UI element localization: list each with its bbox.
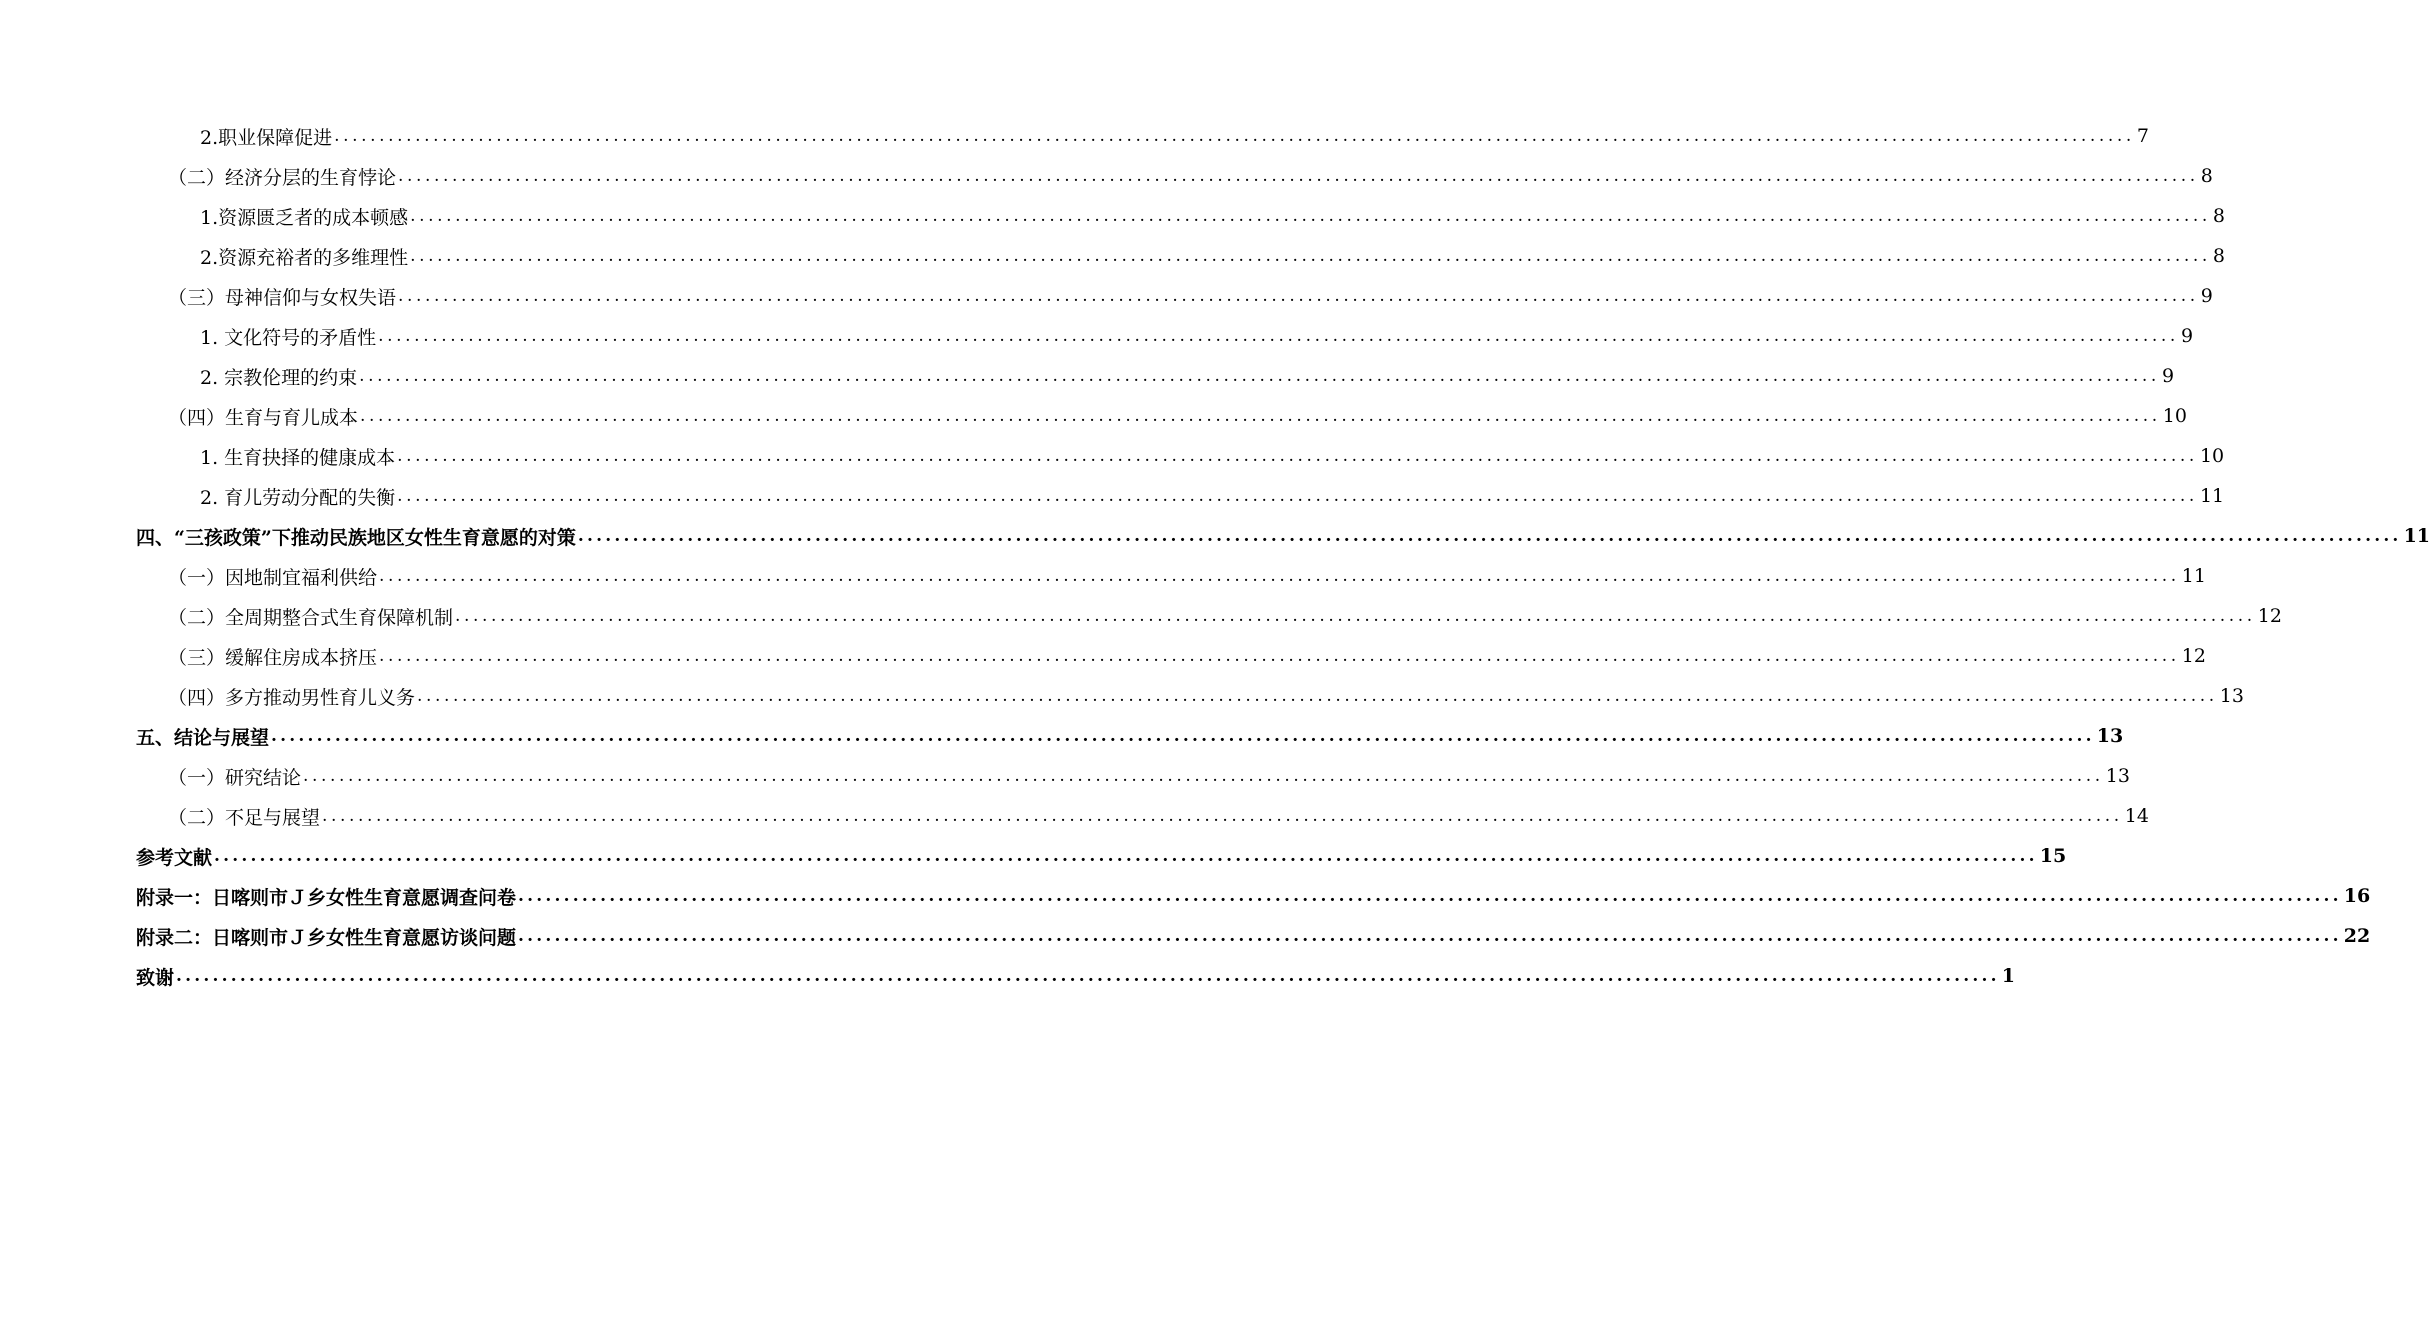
- toc-entry-title: （一）研究结论: [168, 766, 302, 789]
- toc-entry-title: 2. 育儿劳动分配的失衡: [200, 486, 396, 509]
- toc-leader-dots: ........................................................................................................................................................................................................: [577, 526, 2402, 546]
- toc-page-number: 14: [2124, 805, 2149, 827]
- toc-entry[interactable]: [0, 876, 2371, 916]
- toc-entry-title: 附录二：日喀则市Ｊ乡女性生育意愿访谈问题: [136, 926, 517, 949]
- toc-entry-title: 1. 生育抉择的健康成本: [200, 446, 396, 469]
- toc-leader-dots: ........................................................................................................................................................................................................: [398, 166, 2199, 186]
- toc-entry[interactable]: [0, 356, 2175, 396]
- toc-page-number: 12: [2181, 645, 2206, 667]
- toc-entry-title: 2.资源充裕者的多维理性: [200, 246, 409, 269]
- toc-page-number: 1: [2001, 965, 2015, 987]
- toc-entry-title: （一）因地制宜福利供给: [168, 566, 378, 589]
- toc-entry[interactable]: [0, 916, 2371, 956]
- toc-page-number: 10: [2162, 405, 2187, 427]
- toc-entry-title: （四）生育与育儿成本: [168, 406, 359, 429]
- toc-entry[interactable]: [0, 196, 2225, 236]
- toc-entry-title: 致谢: [136, 966, 175, 989]
- toc-page-number: 15: [2039, 845, 2067, 867]
- toc-leader-dots: ........................................................................................................................................................................................................: [334, 126, 2135, 146]
- toc-page-number: 11: [2403, 525, 2430, 547]
- toc-entry[interactable]: [0, 156, 2213, 196]
- toc-leader-dots: ........................................................................................................................................................................................................: [379, 566, 2180, 586]
- toc-leader-dots: ........................................................................................................................................................................................................: [303, 766, 2104, 786]
- toc-entry-title: 参考文献: [136, 846, 213, 869]
- toc-page-number: 10: [2199, 445, 2225, 467]
- toc-page-number: 16: [2343, 885, 2371, 907]
- toc-entry-title: 1. 文化符号的矛盾性: [200, 326, 377, 349]
- toc-leader-dots: ........................................................................................................................................................................................................: [359, 366, 2160, 386]
- toc-entry[interactable]: [0, 636, 2206, 676]
- toc-entry[interactable]: [0, 716, 2124, 756]
- toc-leader-dots: ........................................................................................................................................................................................................: [410, 246, 2211, 266]
- toc-leader-dots: ........................................................................................................................................................................................................: [176, 966, 2000, 986]
- toc-page-number: 9: [2200, 285, 2213, 307]
- toc-entry-title: （三）缓解住房成本挤压: [168, 646, 378, 669]
- toc-entry-title: （三）母神信仰与女权失语: [168, 286, 397, 309]
- toc-page-number: 11: [2199, 485, 2225, 507]
- toc-page-number: 12: [2257, 605, 2282, 627]
- toc-entry[interactable]: [0, 436, 2225, 476]
- toc-leader-dots: ........................................................................................................................................................................................................: [397, 446, 2198, 466]
- toc-page-number: 13: [2219, 685, 2244, 707]
- toc-entry-title: （二）经济分层的生育悖论: [168, 166, 397, 189]
- toc-leader-dots: ........................................................................................................................................................................................................: [398, 286, 2199, 306]
- toc-entry[interactable]: [0, 236, 2225, 276]
- toc-leader-dots: ........................................................................................................................................................................................................: [518, 926, 2342, 946]
- toc-page-number: 13: [2105, 765, 2130, 787]
- toc-entry[interactable]: [0, 116, 2149, 156]
- toc-leader-dots: ........................................................................................................................................................................................................: [322, 806, 2123, 826]
- toc-leader-dots: ........................................................................................................................................................................................................: [360, 406, 2161, 426]
- toc-entry[interactable]: [0, 316, 2194, 356]
- toc-entry[interactable]: [0, 276, 2213, 316]
- toc-entry-title: （二）不足与展望: [168, 806, 321, 829]
- toc-leader-dots: ........................................................................................................................................................................................................: [397, 486, 2198, 506]
- toc-page-number: 13: [2096, 725, 2124, 747]
- toc-entry[interactable]: [0, 596, 2282, 636]
- toc-entry-title: 1.资源匮乏者的成本顿感: [200, 206, 409, 229]
- toc-entry[interactable]: [0, 396, 2187, 436]
- toc-entry[interactable]: [0, 516, 2430, 556]
- toc-leader-dots: ........................................................................................................................................................................................................: [410, 206, 2211, 226]
- toc-entry[interactable]: [0, 676, 2244, 716]
- toc-entry-title: 2.职业保障促进: [200, 126, 333, 149]
- toc-page-number: 9: [2180, 325, 2194, 347]
- toc-page-number: 22: [2343, 925, 2371, 947]
- toc-leader-dots: ........................................................................................................................................................................................................: [455, 606, 2256, 626]
- toc-entry-title: 四、“三孩政策”下推动民族地区女性生育意愿的对策: [136, 526, 576, 549]
- toc-leader-dots: ........................................................................................................................................................................................................: [378, 326, 2179, 346]
- toc-page-number: 11: [2181, 565, 2206, 587]
- toc-page-number: 9: [2161, 365, 2175, 387]
- toc-leader-dots: ........................................................................................................................................................................................................: [214, 846, 2038, 866]
- toc-entry[interactable]: [0, 756, 2130, 796]
- table-of-contents: [0, 116, 2430, 996]
- toc-leader-dots: ........................................................................................................................................................................................................: [518, 886, 2342, 906]
- toc-entry-title: 五、结论与展望: [136, 726, 270, 749]
- toc-entry[interactable]: [0, 956, 2015, 996]
- toc-entry[interactable]: [0, 476, 2225, 516]
- toc-entry-title: 2. 宗教伦理的约束: [200, 366, 358, 389]
- toc-page-number: 8: [2212, 245, 2225, 267]
- toc-leader-dots: ........................................................................................................................................................................................................: [379, 646, 2180, 666]
- toc-entry[interactable]: [0, 836, 2067, 876]
- toc-entry[interactable]: [0, 556, 2206, 596]
- toc-entry-title: （四）多方推动男性育儿义务: [168, 686, 416, 709]
- toc-entry-title: 附录一：日喀则市Ｊ乡女性生育意愿调查问卷: [136, 886, 517, 909]
- toc-leader-dots: ........................................................................................................................................................................................................: [417, 686, 2218, 706]
- toc-leader-dots: ........................................................................................................................................................................................................: [271, 726, 2095, 746]
- toc-page-number: 8: [2212, 205, 2225, 227]
- toc-page-number: 8: [2200, 165, 2213, 187]
- toc-entry-title: （二）全周期整合式生育保障机制: [168, 606, 454, 629]
- toc-page-number: 7: [2136, 125, 2149, 147]
- toc-entry[interactable]: [0, 796, 2149, 836]
